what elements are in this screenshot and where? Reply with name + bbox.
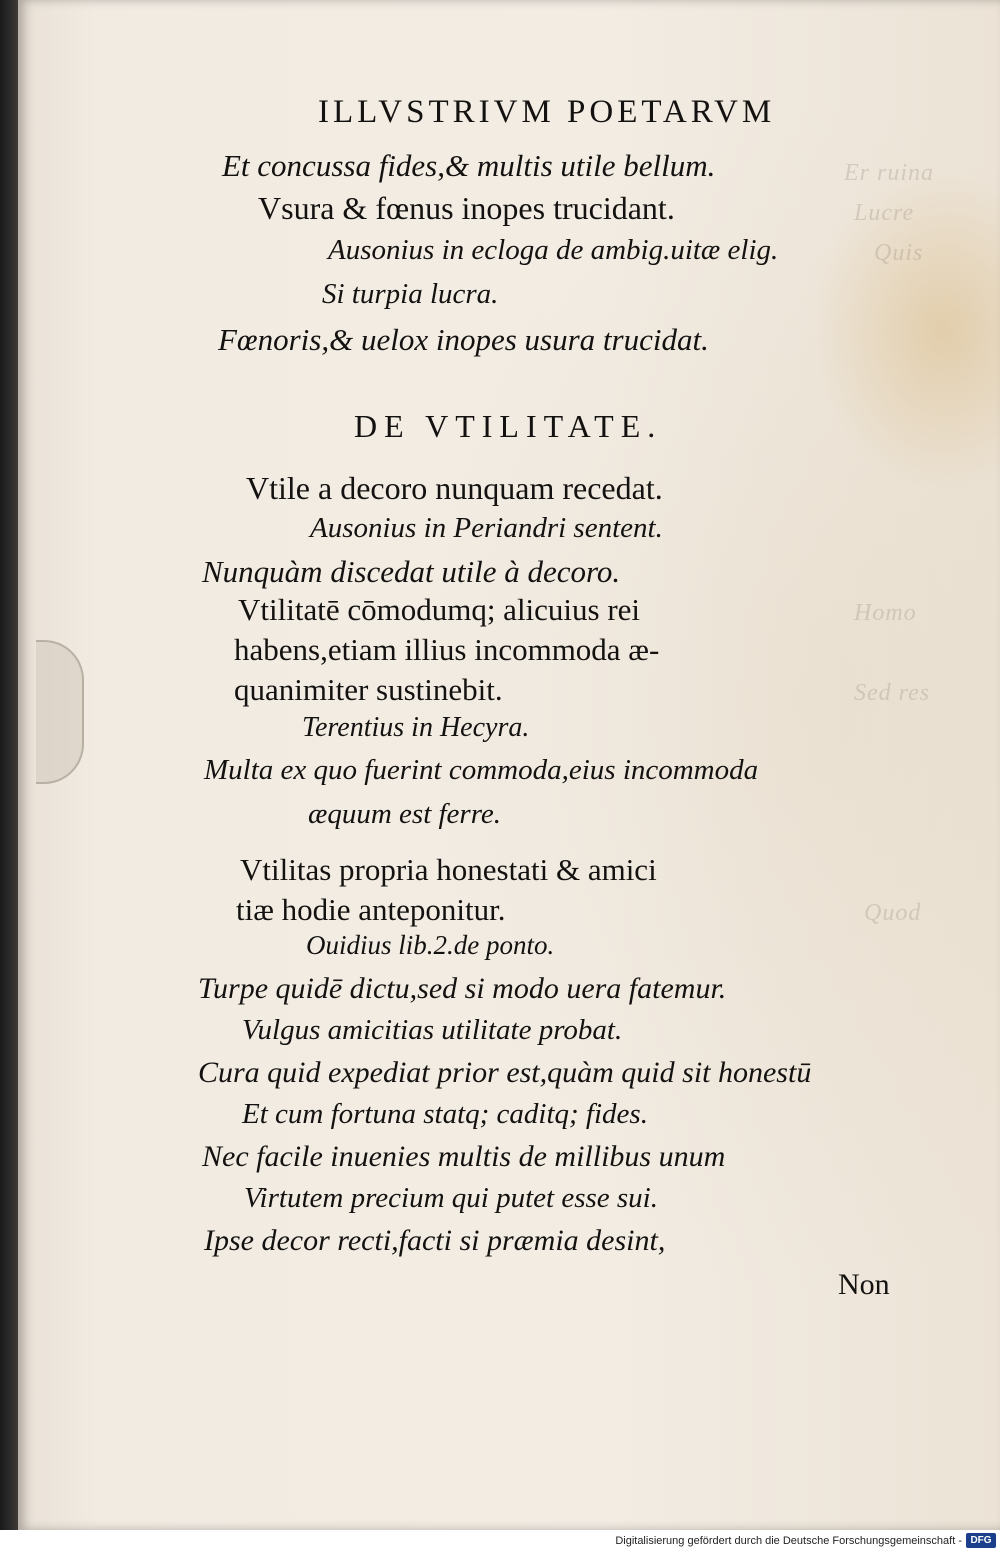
verse-line: Nec facile inuenies multis de millibus unum	[202, 1140, 726, 1173]
source-citation: Ausonius in ecloga de ambig.uitæ elig.	[328, 234, 779, 266]
verse-line: Fœnoris,& uelox inopes usura trucidat.	[218, 322, 709, 357]
prose-line: habens,etiam illius incommoda æ-	[234, 632, 660, 667]
verse-line: Ipse decor recti,facti si præmia desint,	[204, 1224, 666, 1257]
footer-credit: Digitalisierung gefördert durch die Deutsche Forschungsgemeinschaft -	[615, 1535, 962, 1547]
verse-line: Cura quid expediat prior est,quàm quid sit honestū	[198, 1056, 812, 1089]
catchword: Non	[838, 1268, 890, 1301]
book-page	[18, 0, 1000, 1530]
prose-line: Vsura & fœnus inopes trucidant.	[258, 190, 675, 226]
source-citation: Ausonius in Periandri sentent.	[310, 512, 663, 544]
digitization-footer	[0, 1530, 1000, 1552]
verse-line: Et concussa fides,& multis utile bellum.	[222, 148, 716, 183]
verse-line: Vulgus amicitias utilitate probat.	[242, 1014, 623, 1046]
running-head: ILLVSTRIVM POETARVM	[318, 94, 776, 130]
source-citation: Ouidius lib.2.de ponto.	[306, 930, 555, 960]
prose-line: quanimiter sustinebit.	[234, 672, 503, 707]
source-citation: Terentius in Hecyra.	[302, 712, 530, 743]
prose-line: Vtilitas propria honestati & amici	[240, 852, 657, 887]
verse-line: Virtutem precium qui putet esse sui.	[244, 1182, 658, 1214]
show-through-text: Quod	[864, 900, 922, 926]
verse-line: Nunquàm discedat utile à decoro.	[202, 554, 621, 589]
show-through-text: Er ruina	[844, 160, 935, 186]
verse-line: Si turpia lucra.	[322, 278, 499, 310]
show-through-text: Homo	[854, 600, 917, 626]
show-through-text: Quis	[874, 240, 924, 266]
show-through-text: Lucre	[854, 200, 915, 226]
verse-line: æquum est ferre.	[308, 798, 502, 830]
prose-line: Vtilitatē cōmodumq; alicuius rei	[238, 592, 641, 627]
verse-line: Multa ex quo fuerint commoda,eius incommoda	[204, 754, 759, 786]
verse-line: Turpe quidē dictu,sed si modo uera fatemur.	[198, 972, 727, 1005]
page-clip-shadow	[36, 640, 84, 784]
verse-line: Et cum fortuna statq; caditq; fides.	[242, 1098, 648, 1130]
show-through-text: Sed res	[854, 680, 931, 706]
prose-line: tiæ hodie anteponitur.	[236, 892, 506, 927]
section-heading: DE VTILITATE.	[354, 408, 663, 444]
prose-line: Vtile a decoro nunquam recedat.	[246, 470, 663, 506]
dfg-logo-icon: DFG	[966, 1533, 996, 1548]
